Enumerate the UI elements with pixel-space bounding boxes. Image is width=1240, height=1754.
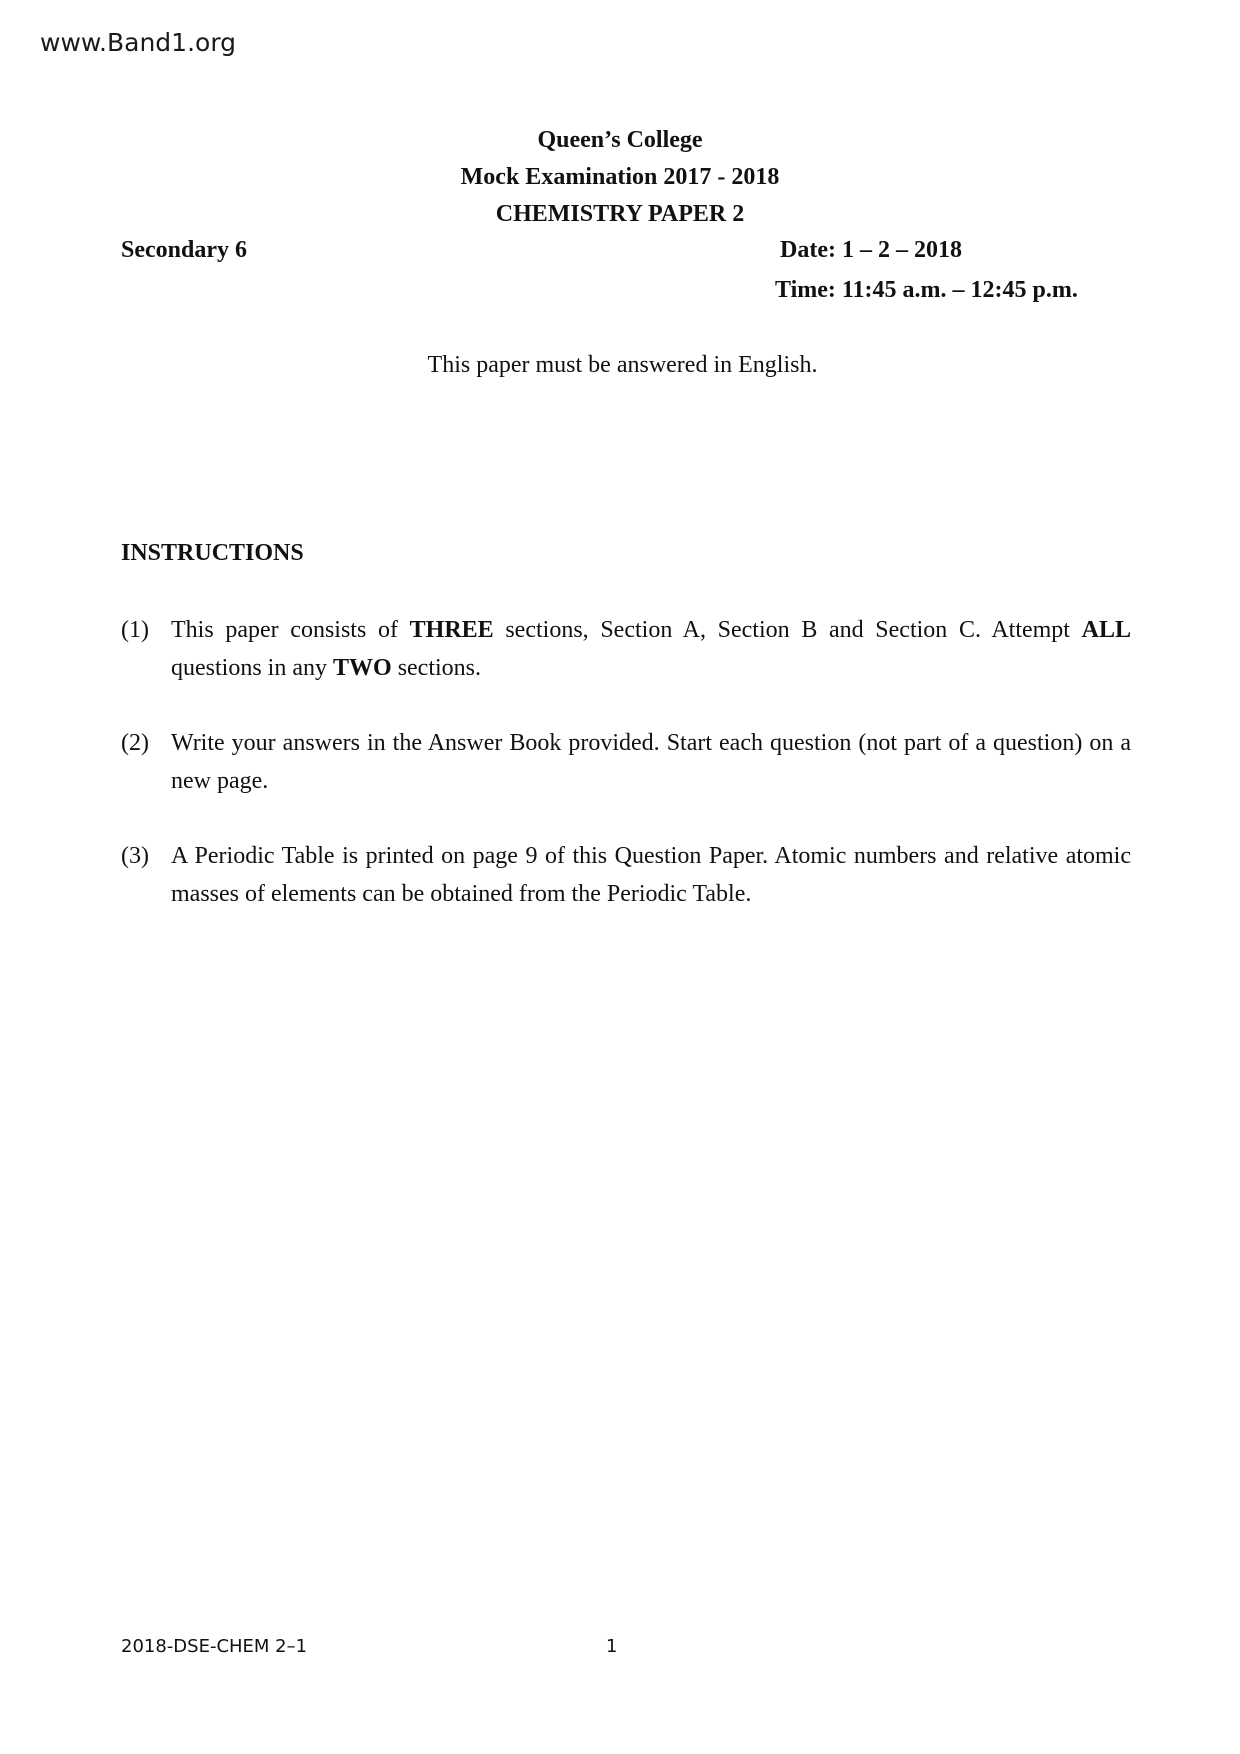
page-number: 1 (606, 1636, 618, 1657)
paper-code: 2018-DSE-CHEM 2–1 (121, 1636, 308, 1657)
instruction-text (171, 611, 1131, 687)
instruction-number: (1) (121, 617, 149, 643)
instruction-text-part: sections. (391, 655, 482, 681)
exam-header (0, 122, 1240, 233)
school-name: Queen’s College (537, 127, 703, 153)
instruction-item (121, 611, 1131, 687)
exam-date: Date: 1 – 2 – 2018 (780, 237, 962, 263)
exam-time: Time: 11:45 a.m. – 12:45 p.m. (775, 277, 1078, 303)
watermark-url: www.Band1.org (40, 28, 237, 57)
instruction-number: (3) (121, 843, 149, 869)
instruction-text-emphasis: TWO (333, 655, 392, 681)
instruction-number: (2) (121, 730, 149, 756)
instruction-item (121, 837, 1131, 913)
instruction-text-part: This paper consists of (171, 617, 410, 643)
instructions-heading: INSTRUCTIONS (121, 540, 304, 566)
instruction-item (121, 724, 1131, 800)
language-note: This paper must be answered in English. (427, 352, 818, 378)
paper-title: CHEMISTRY PAPER 2 (495, 201, 745, 227)
instruction-text: Write your answers in the Answer Book provided. Start each question (not part of a question) on a new page. (171, 730, 1131, 794)
instruction-text-emphasis: THREE (409, 617, 494, 643)
instruction-text-part: questions in any (171, 655, 333, 681)
exam-title: Mock Examination 2017 - 2018 (460, 164, 780, 190)
instruction-text-emphasis: ALL (1081, 617, 1131, 643)
instruction-text: A Periodic Table is printed on page 9 of this Question Paper. Atomic numbers and relative atomic masses of elements can be obtained from the Periodic Table. (171, 843, 1131, 907)
form-level: Secondary 6 (121, 237, 247, 263)
instruction-text-part: sections, Section A, Section B and Section C. Attempt (493, 617, 1082, 643)
